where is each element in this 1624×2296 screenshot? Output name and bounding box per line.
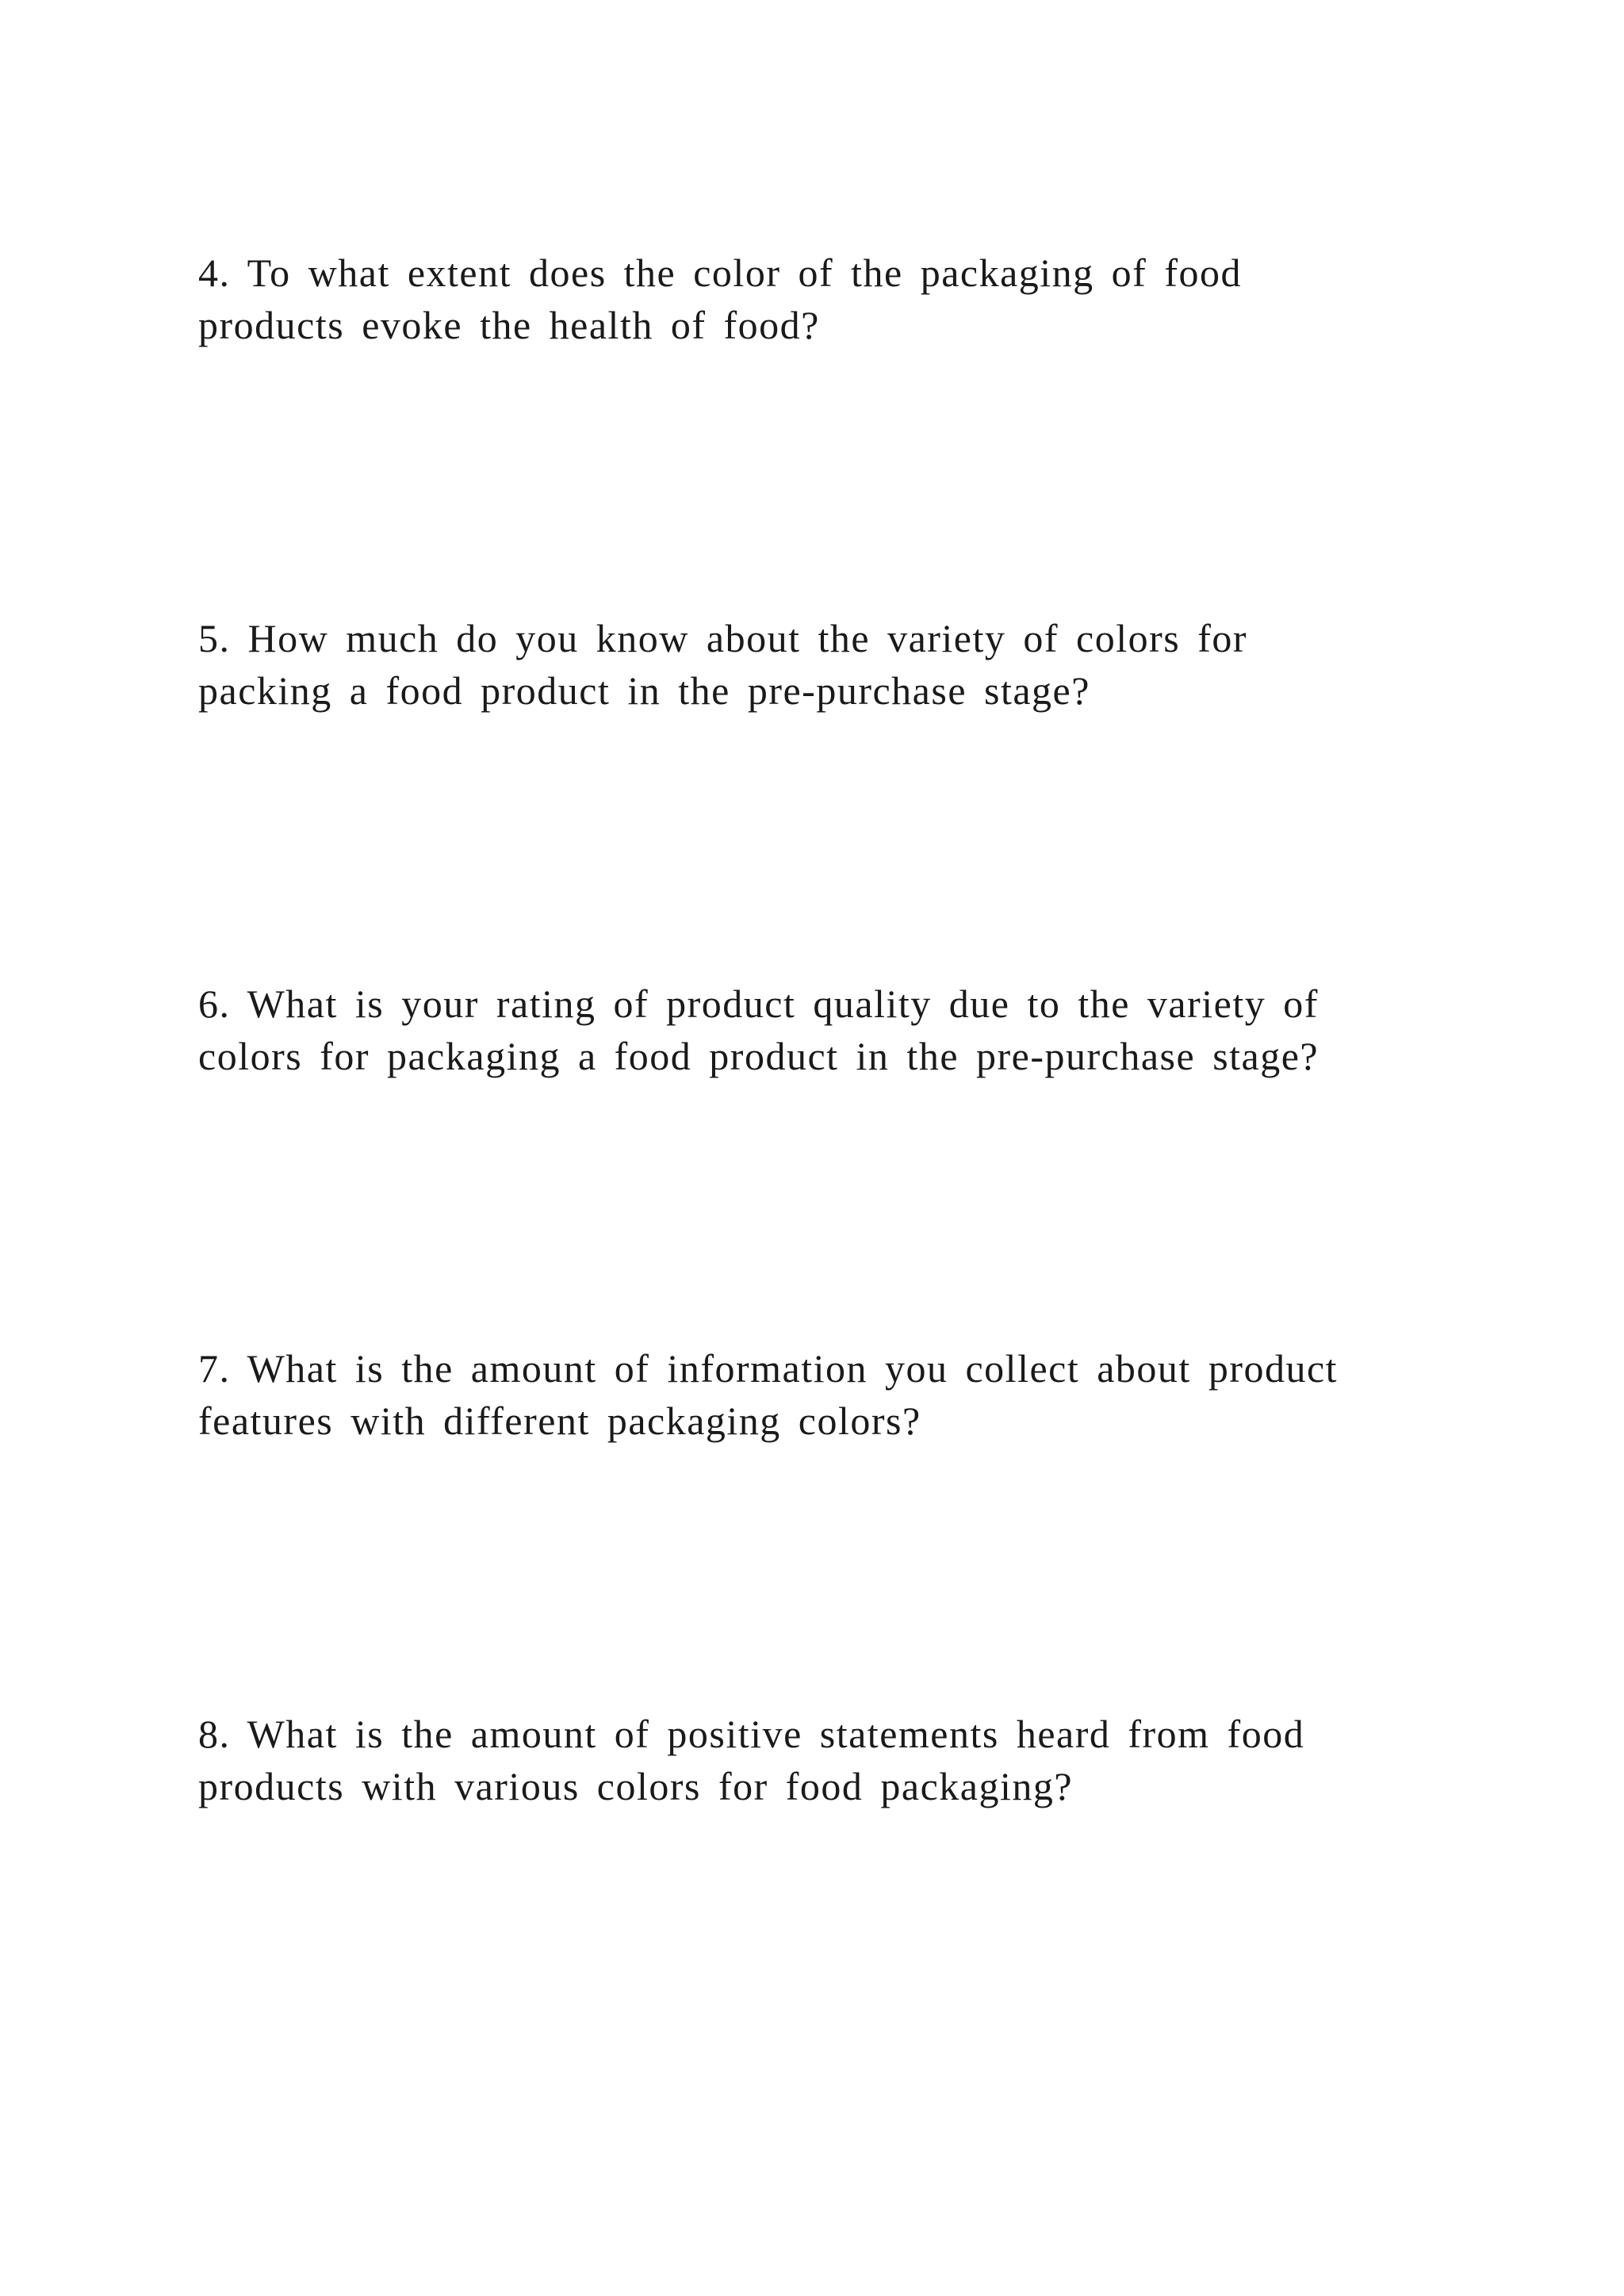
question-5 bbox=[198, 612, 1507, 717]
question-7-line-1: 7. What is the amount of information you collect about product bbox=[198, 1346, 1339, 1391]
question-6-line-2: colors for packaging a food product in the pre-purchase stage? bbox=[198, 1034, 1320, 1078]
question-5-line-1: 5. How much do you know about the variety of colors for bbox=[198, 616, 1248, 660]
question-4-line-1: 4. To what extent does the color of the packaging of food bbox=[198, 251, 1242, 295]
question-7 bbox=[198, 1342, 1507, 1447]
question-4 bbox=[198, 247, 1507, 351]
question-5-line-2: packing a food product in the pre-purchase stage? bbox=[198, 668, 1090, 713]
question-7-line-2: features with different packaging colors? bbox=[198, 1399, 921, 1443]
question-6 bbox=[198, 978, 1507, 1082]
question-8-line-2: products with various colors for food packaging? bbox=[198, 1764, 1074, 1808]
question-8-line-1: 8. What is the amount of positive statements heard from food bbox=[198, 1712, 1305, 1756]
question-6-line-1: 6. What is your rating of product quality due to the variety of bbox=[198, 982, 1319, 1026]
question-8 bbox=[198, 1708, 1507, 1812]
question-4-line-2: products evoke the health of food? bbox=[198, 303, 820, 347]
